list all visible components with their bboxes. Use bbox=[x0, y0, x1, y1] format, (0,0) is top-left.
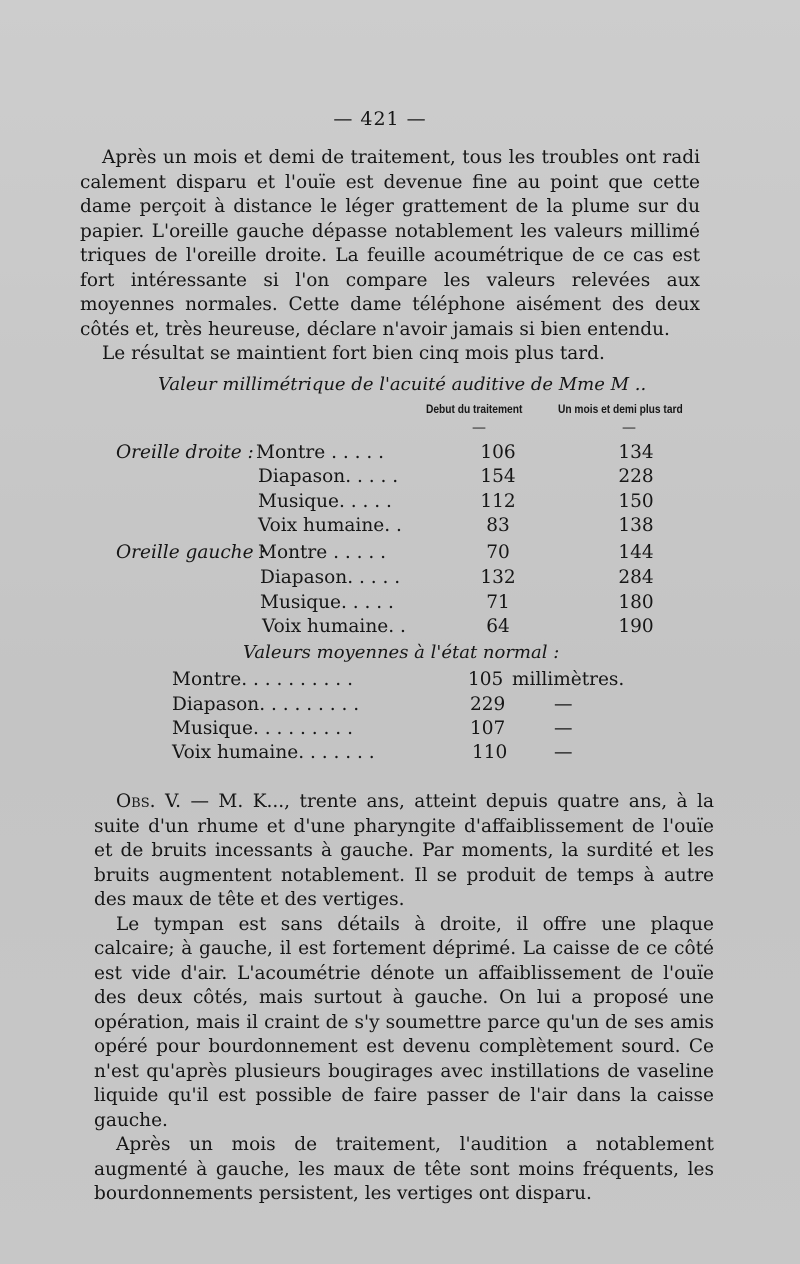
value-start: 71 bbox=[486, 592, 510, 613]
table-row bbox=[116, 590, 676, 615]
table-caption: Valeur millimétrique de l'acuité auditive de Mme M .. bbox=[158, 374, 647, 395]
average-unit: — bbox=[554, 694, 573, 715]
average-row bbox=[172, 716, 642, 741]
value-after: 190 bbox=[618, 616, 654, 637]
table-row bbox=[116, 565, 676, 590]
value-start: 132 bbox=[480, 567, 516, 588]
col-header-after: Un mois et demi plus tard bbox=[558, 402, 683, 416]
value-after: 180 bbox=[618, 592, 654, 613]
row-name: Diapason. . . . . bbox=[260, 567, 401, 588]
table-row bbox=[116, 513, 676, 538]
intro-paragraph-1: Après un mois et demi de traitement, tous les troubles ont radi calement disparu et l'ouïe est devenue fine au point que cette dame perçoit à distance le léger grattement de la plume sur du papier. L'oreille gauche dépasse notablement les valeurs millimé triques de l'oreille droite. La feuille acoumétrique de ce cas est fort intéressante si l'on compare les valeurs relevées aux moyennes normales. Cette dame téléphone aisément des deux côtés et, très heureuse, déclare n'avoir jamais si bien entendu. bbox=[80, 147, 700, 340]
page-number: — 421 — bbox=[333, 108, 427, 130]
average-value: 229 bbox=[470, 694, 506, 715]
average-unit: — bbox=[554, 718, 573, 739]
average-name: Voix humaine. . . . . . . bbox=[172, 742, 375, 763]
average-value: 107 bbox=[470, 718, 506, 739]
average-unit: — bbox=[554, 742, 573, 763]
intro-paragraph-2: Le résultat se maintient fort bien cinq mois plus tard. bbox=[102, 343, 605, 364]
value-start: 83 bbox=[486, 515, 510, 536]
row-name: Musique. . . . . bbox=[260, 592, 394, 613]
table-row bbox=[116, 464, 676, 489]
average-name: Musique. . . . . . . . . bbox=[172, 718, 353, 739]
value-after: 138 bbox=[618, 515, 654, 536]
average-row bbox=[172, 740, 642, 765]
value-start: 154 bbox=[480, 466, 516, 487]
value-start: 64 bbox=[486, 616, 510, 637]
value-start: 112 bbox=[480, 491, 516, 512]
obs-lead: Obs. V. bbox=[116, 791, 181, 812]
value-after: 284 bbox=[618, 567, 654, 588]
average-unit: millimètres. bbox=[512, 669, 625, 690]
averages-caption: Valeurs moyennes à l'état normal : bbox=[243, 642, 560, 663]
average-row bbox=[172, 692, 642, 717]
value-after: 144 bbox=[618, 542, 654, 563]
intro-text bbox=[80, 146, 700, 367]
value-after: 228 bbox=[618, 466, 654, 487]
row-name: Musique. . . . . bbox=[258, 491, 392, 512]
row-name: Montre . . . . . bbox=[256, 442, 385, 463]
obs-paragraph-2: Le tympan est sans détails à droite, il offre une plaque calcaire; à gauche, il est fortement déprimé. La caisse de ce côté est vide d'air. L'acoumétrie dénote un affaiblissement de l'ouïe des deux côtés, mais surtout à gauche. On lui a proposé une opération, mais il craint de s'y soumettre parce qu'un de ses amis opéré pour bourdonnement est devenu complètement sourd. Ce n'est qu'après plusieurs bougirages avec instillations de vaseline liquide qu'il est possible de faire passer de l'air dans la caisse gauche. bbox=[94, 913, 714, 1131]
average-value: 105 bbox=[468, 669, 504, 690]
value-start: 106 bbox=[480, 442, 516, 463]
observation-text bbox=[94, 790, 714, 1207]
value-after: 134 bbox=[618, 442, 654, 463]
col-header-dash-1: — bbox=[472, 420, 486, 436]
obs-paragraph-1 bbox=[94, 790, 714, 913]
value-start: 70 bbox=[486, 542, 510, 563]
table-row bbox=[116, 489, 676, 514]
table-row bbox=[116, 440, 676, 465]
average-value: 110 bbox=[472, 742, 508, 763]
col-header-start: Debut du traitement bbox=[426, 402, 523, 416]
col-header-dash-2: — bbox=[622, 420, 636, 436]
row-name: Voix humaine. . bbox=[262, 616, 406, 637]
average-name: Diapason. . . . . . . . . bbox=[172, 694, 360, 715]
row-name: Diapason. . . . . bbox=[258, 466, 399, 487]
group-label-right-ear: Oreille droite : bbox=[116, 442, 254, 463]
obs-paragraph-3: Après un mois de traitement, l'audition a notablement augmenté à gauche, les maux de tête sont moins fréquents, les bourdonnements persistent, les vertiges ont disparu. bbox=[94, 1134, 714, 1204]
average-row bbox=[172, 667, 642, 692]
average-name: Montre. . . . . . . . . . bbox=[172, 669, 353, 690]
table-row bbox=[116, 614, 676, 639]
group-label-left-ear: Oreille gauche : bbox=[116, 542, 266, 563]
table-row bbox=[116, 540, 676, 565]
row-name: Montre . . . . . bbox=[258, 542, 387, 563]
obs-paragraph-1-body: — M. K..., trente ans, atteint depuis quatre ans, à la suite d'un rhume et d'une pharyngite d'affaiblissement de l'ouïe et de bruits incessants à gauche. Par moments, la surdité et les bruits augmentent notablement. Il se produit de temps à autre des maux de tête et des vertiges. bbox=[94, 791, 714, 910]
value-after: 150 bbox=[618, 491, 654, 512]
row-name: Voix humaine. . bbox=[258, 515, 402, 536]
